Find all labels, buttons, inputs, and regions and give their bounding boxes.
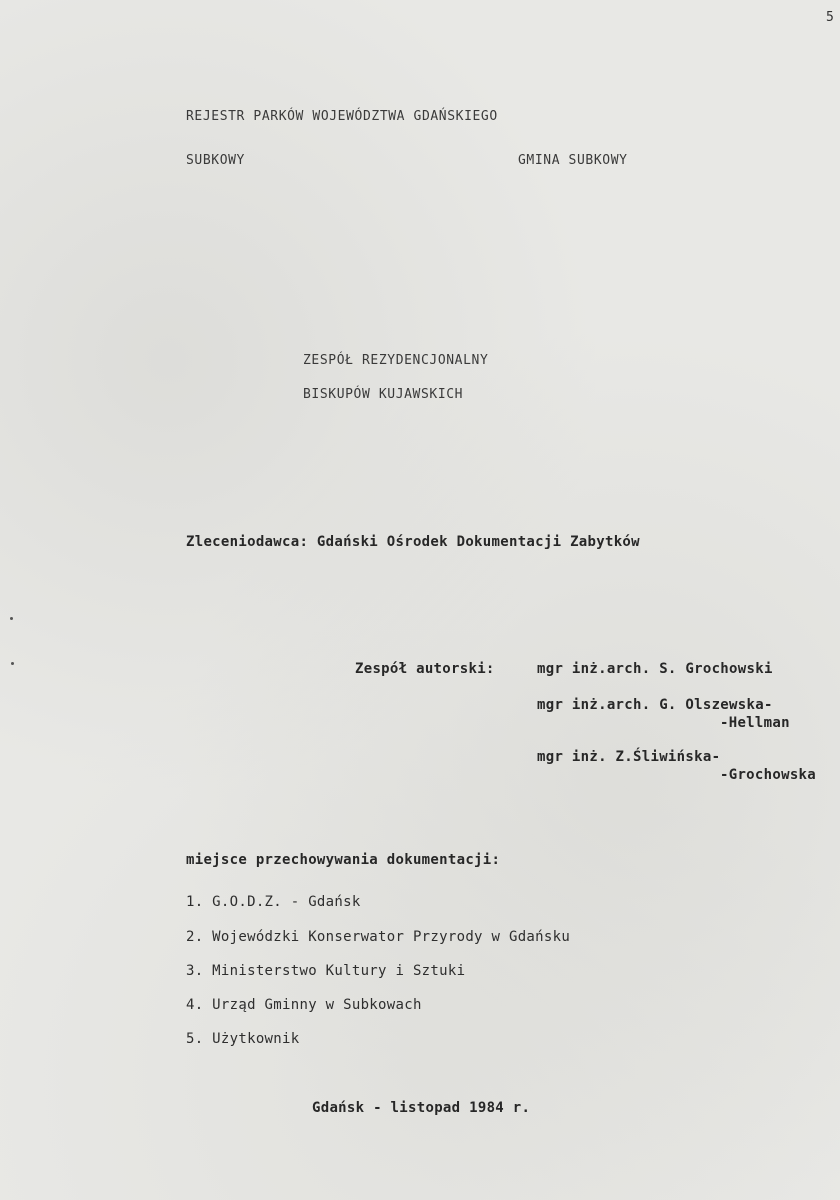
authors-label: Zespół autorski: [355,661,495,677]
place-date: Gdańsk - listopad 1984 r. [312,1100,531,1116]
title-line-2: BISKUPÓW KUJAWSKICH [303,387,464,402]
commune: GMINA SUBKOWY [518,153,628,168]
storage-item: 2. Wojewódzki Konserwator Przyrody w Gdańsku [186,929,571,945]
author-2-line-2: -Hellman [720,715,790,731]
author-2-line-1: mgr inż.arch. G. Olszewska- [537,697,773,713]
storage-item: 3. Ministerstwo Kultury i Sztuki [186,963,466,979]
margin-mark [10,617,13,620]
author-3-line-1: mgr inż. Z.Śliwińska- [537,749,721,765]
author-1: mgr inż.arch. S. Grochowski [537,661,773,677]
commissioner: Zleceniodawca: Gdański Ośrodek Dokumentacji Zabytków [186,534,640,550]
page-number: 5 [826,10,834,25]
title-line-1: ZESPÓŁ REZYDENCJONALNY [303,353,489,368]
storage-item: 5. Użytkownik [186,1031,300,1047]
locality: SUBKOWY [186,153,245,168]
storage-item: 1. G.O.D.Z. - Gdańsk [186,894,361,910]
storage-item: 4. Urząd Gminny w Subkowach [186,997,422,1013]
margin-mark [11,662,14,665]
register-title: REJESTR PARKÓW WOJEWÓDZTWA GDAŃSKIEGO [186,109,498,124]
author-3-line-2: -Grochowska [720,767,817,783]
storage-heading: miejsce przechowywania dokumentacji: [186,852,501,868]
